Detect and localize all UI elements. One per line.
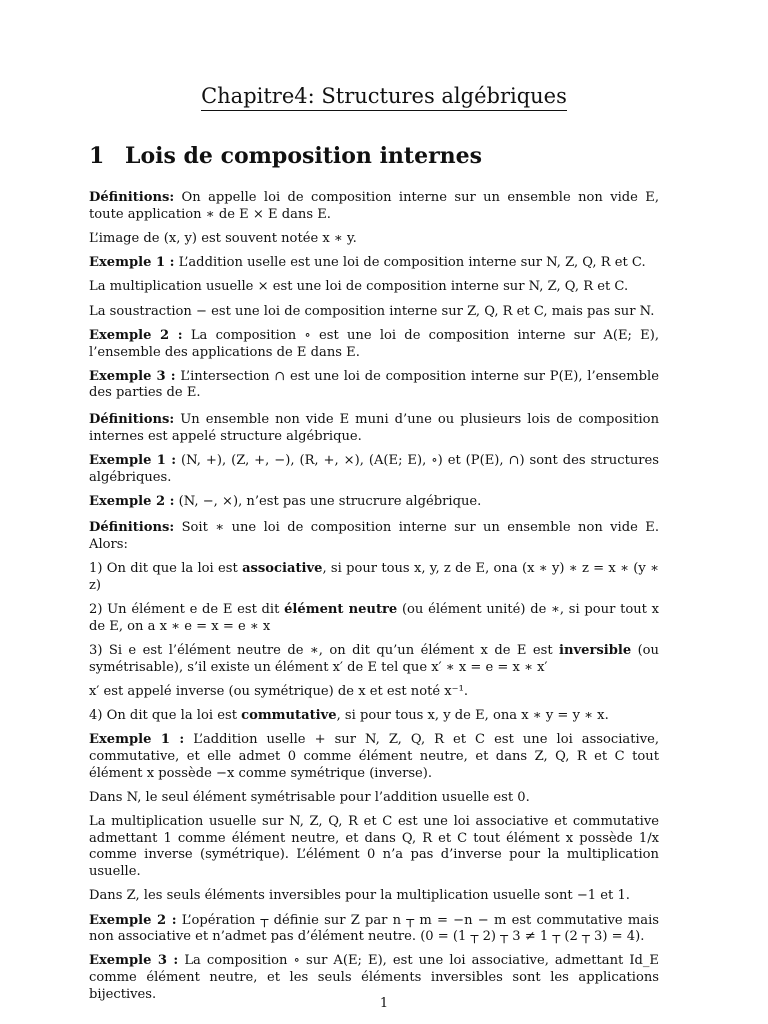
paragraph-label: Exemple 3 :	[89, 368, 176, 384]
paragraph-label: Exemple 2 :	[89, 493, 175, 509]
paragraph: L’image de (x, y) est souvent notée x ∗ y.	[89, 230, 357, 246]
paragraph: Dans N, le seul élément symétrisable pour l’addition usuelle est 0.	[89, 789, 530, 805]
definition-item: 3) Si e est l’élément neutre de ∗, on dit qu’un élément x de E est inversible (ou symétrisable), s’il existe un élément x′ de E tel que x′ ∗ x = e = x ∗ x′	[89, 643, 659, 675]
defined-term: inversible	[559, 643, 632, 659]
paragraph: Exemple 3 : La composition ∘ sur A(E; E), est une loi associative, admettant Id_E comme élément neutre, et les seuls éléments inversibles sont les applications bijectives.	[89, 953, 659, 1002]
paragraph: Exemple 2 : L’opération ┬ définie sur Z par n ┬ m = −n − m est commutative mais non associative et n’admet pas d’élément neutre. (0 = (1 ┬ 2) ┬ 3 ≠ 1 ┬ (2 ┬ 3) = 4).	[89, 912, 659, 945]
paragraph: Exemple 3 : L’intersection ∩ est une loi de composition interne sur P(E), l’ensemble des parties de E.	[89, 368, 659, 401]
paragraph-label: Exemple 1 :	[89, 255, 175, 271]
paragraph-label: Définitions:	[89, 412, 175, 428]
definition-item: 4) On dit que la loi est commutative, si pour tous x, y de E, ona x ∗ y = y ∗ x.	[89, 708, 609, 724]
paragraph: Dans Z, les seuls éléments inversibles pour la multiplication usuelle sont −1 et 1.	[89, 888, 630, 904]
paragraph-label: Exemple 2 :	[89, 912, 177, 928]
body-text	[89, 190, 659, 1003]
paragraph: Exemple 1 : L’addition uselle + sur N, Z, Q, R et C est une loi associative, commutative, et elle admet 0 comme élément neutre, et dans Z, Q, R et C tout élément x possède −x comme symétrique (inverse).	[89, 732, 659, 781]
paragraph: Exemple 2 : (N, −, ×), n’est pas une strucrure algébrique.	[89, 493, 482, 509]
chapter-title: Chapitre4: Structures algébriques	[0, 84, 768, 111]
paragraph-label: Exemple 2 :	[89, 328, 183, 343]
paragraph: Exemple 1 : L’addition uselle est une loi de composition interne sur N, Z, Q, R et C.	[89, 255, 646, 271]
section-number: 1	[89, 143, 105, 169]
paragraph: La soustraction − est une loi de composition interne sur Z, Q, R et C, mais pas sur N.	[89, 303, 655, 319]
paragraph-label: Exemple 3 :	[89, 953, 179, 969]
definition-item: 1) On dit que la loi est associative, si pour tous x, y, z de E, ona (x ∗ y) ∗ z = x ∗ (y ∗ z)	[89, 561, 660, 593]
defined-term: associative	[242, 561, 323, 577]
paragraph: Définitions: On appelle loi de composition interne sur un ensemble non vide E, toute application ∗ de E × E dans E.	[89, 190, 659, 222]
paragraph-label: Définitions:	[89, 190, 175, 205]
paragraph-label: Exemple 1 :	[89, 732, 185, 748]
paragraph: Définitions: Soit ∗ une loi de composition interne sur un ensemble non vide E. Alors:	[89, 520, 659, 552]
defined-term: élément neutre	[284, 602, 398, 618]
section-heading	[89, 143, 482, 169]
page-number: 1	[379, 996, 389, 1011]
paragraph: Exemple 2 : La composition ∘ est une loi de composition interne sur A(E; E), l’ensemble des applications de E dans E.	[89, 328, 659, 360]
definition-item: 2) Un élément e de E est dit élément neutre (ou élément unité) de ∗, si pour tout x de E, on a x ∗ e = x = e ∗ x	[89, 602, 659, 634]
paragraph: La multiplication usuelle sur N, Z, Q, R et C est une loi associative et commutative admettant 1 comme élément neutre, et dans Q, R et C tout élément x possède 1/x comme inverse (symétrique). L’élément 0 n’a pas d’inverse pour la multiplication usuelle.	[89, 814, 659, 879]
paragraph-label: Définitions:	[89, 520, 175, 536]
paragraph: La multiplication usuelle × est une loi de composition interne sur N, Z, Q, R et C.	[89, 279, 629, 295]
defined-term: commutative	[241, 708, 337, 724]
paragraph-label: Exemple 1 :	[89, 452, 177, 468]
paragraph: x′ est appelé inverse (ou symétrique) de x et est noté x⁻¹.	[89, 683, 468, 699]
section-title: Lois de composition internes	[125, 143, 483, 169]
paragraph: Définitions: Un ensemble non vide E muni d’une ou plusieurs lois de composition internes est appelé structure algébrique.	[89, 412, 659, 444]
paragraph: Exemple 1 : (N, +), (Z, +, −), (R, +, ×), (A(E; E), ∘) et (P(E), ∩) sont des structures algébriques.	[89, 452, 659, 485]
